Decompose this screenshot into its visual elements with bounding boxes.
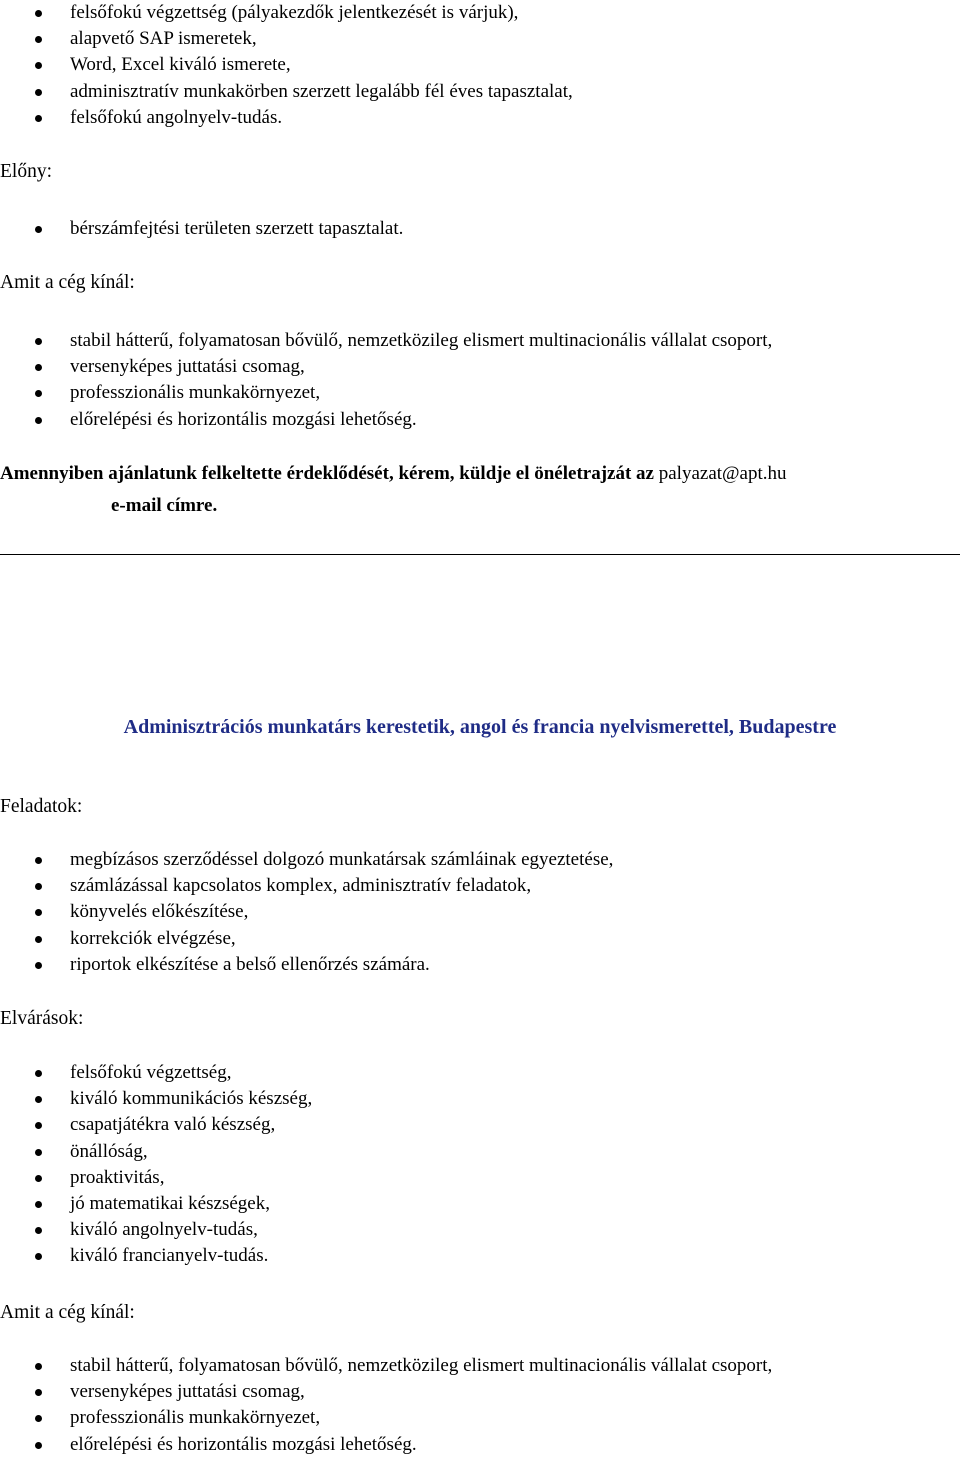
list-item: felsőfokú angolnyelv-tudás. <box>0 105 573 131</box>
list-item: adminisztratív munkakörben szerzett legalább fél éves tapasztalat, <box>0 79 573 105</box>
list-item: előrelépési és horizontális mozgási lehetőség. <box>0 407 772 433</box>
list-item: felsőfokú végzettség (pályakezdők jelentkezését is várjuk), <box>0 0 573 26</box>
list-item: kiváló angolnyelv-tudás, <box>0 1217 312 1243</box>
list-item: kiváló francianyelv-tudás. <box>0 1243 312 1269</box>
list-item: kiváló kommunikációs készség, <box>0 1086 312 1112</box>
list-item: proaktivitás, <box>0 1165 312 1191</box>
advantage-heading: Előny: <box>0 161 52 182</box>
list-item: stabil hátterű, folyamatosan bővülő, nemzetközileg elismert multinacionális vállalat csoport, <box>0 328 772 354</box>
requirements-heading: Elvárások: <box>0 1008 84 1029</box>
tasks-heading: Feladatok: <box>0 796 83 817</box>
application-call-text: Amennyiben ajánlatunk felkeltette érdeklődését, kérem, küldje el önéletrajzát az <box>0 463 654 484</box>
offer-list-2 <box>0 1353 772 1458</box>
list-item: jó matematikai készségek, <box>0 1191 312 1217</box>
application-call <box>0 461 787 487</box>
list-item: stabil hátterű, folyamatosan bővülő, nemzetközileg elismert multinacionális vállalat csoport, <box>0 1353 772 1379</box>
requirements-list <box>0 0 573 131</box>
list-item: csapatjátékra való készség, <box>0 1112 312 1138</box>
list-item: alapvető SAP ismeretek, <box>0 26 573 52</box>
section-divider <box>0 554 960 555</box>
offer-list <box>0 328 772 433</box>
advantage-list <box>0 216 403 242</box>
application-call-suffix: e-mail címre. <box>111 495 218 516</box>
list-item: felsőfokú végzettség, <box>0 1060 312 1086</box>
application-email[interactable]: palyazat@apt.hu <box>658 463 787 484</box>
list-item: professzionális munkakörnyezet, <box>0 1405 772 1431</box>
list-item: megbízásos szerződéssel dolgozó munkatársak számláinak egyeztetése, <box>0 847 613 873</box>
list-item: riportok elkészítése a belső ellenőrzés számára. <box>0 952 613 978</box>
offer-heading: Amit a cég kínál: <box>0 272 135 293</box>
requirements-list-2 <box>0 1060 312 1270</box>
list-item: Word, Excel kiváló ismerete, <box>0 52 573 78</box>
tasks-list <box>0 847 613 978</box>
list-item: előrelépési és horizontális mozgási lehetőség. <box>0 1432 772 1458</box>
list-item: önállóság, <box>0 1139 312 1165</box>
list-item: korrekciók elvégzése, <box>0 926 613 952</box>
job-title: Adminisztrációs munkatárs kerestetik, angol és francia nyelvismerettel, Budapestre <box>123 716 837 738</box>
offer-heading-2: Amit a cég kínál: <box>0 1302 135 1323</box>
list-item: professzionális munkakörnyezet, <box>0 380 772 406</box>
list-item: könyvelés előkészítése, <box>0 899 613 925</box>
list-item: számlázással kapcsolatos komplex, adminisztratív feladatok, <box>0 873 613 899</box>
list-item: versenyképes juttatási csomag, <box>0 1379 772 1405</box>
list-item: bérszámfejtési területen szerzett tapasztalat. <box>0 216 403 242</box>
list-item: versenyképes juttatási csomag, <box>0 354 772 380</box>
